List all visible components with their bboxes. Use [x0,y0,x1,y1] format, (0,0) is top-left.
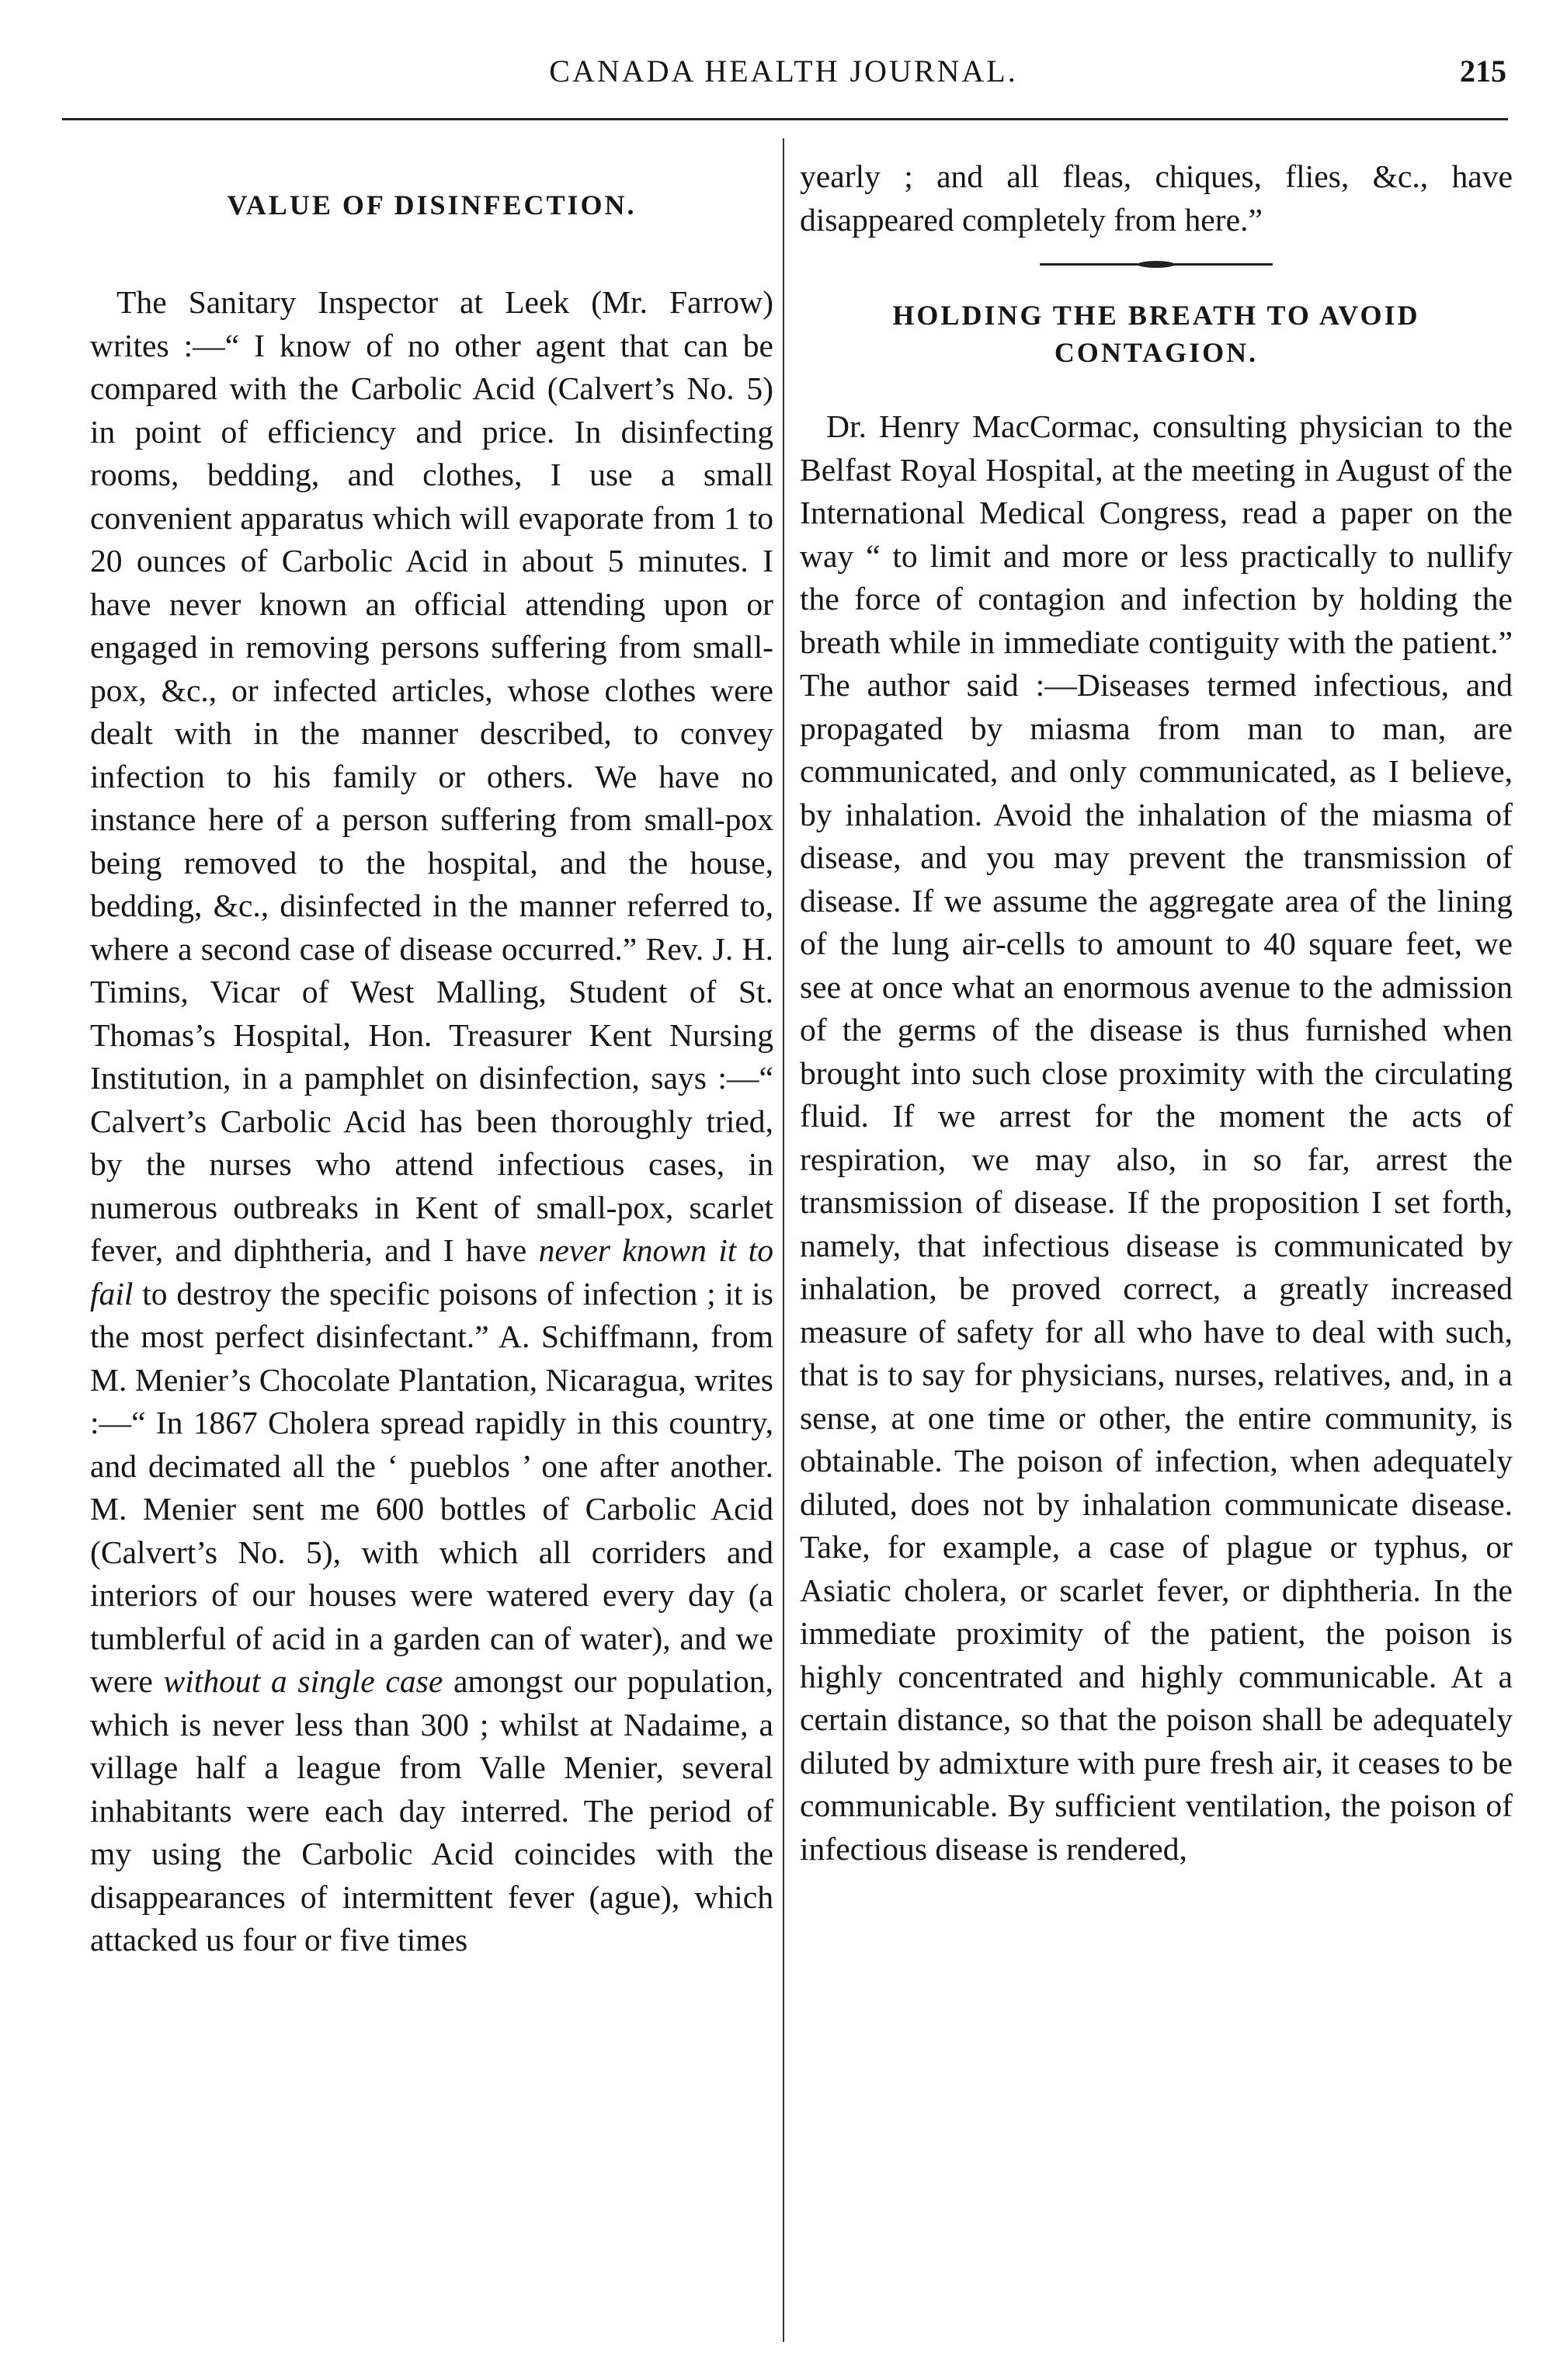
continued-text: yearly ; and all fleas, chiques, flies, &c., have disappeared completely from here.” [800,158,1513,238]
body-text: amongst our population, which is never less than 300 ; whilst at Nadaime, a village half a league from Valle Menier, several inhabitants were each day interred. The period of my using the Carbolic Acid coincides with the disappearances of intermittent fever (ague), which attacked us four or five times [90,1663,773,1958]
body-text: to destroy the specific poisons of infection ; it is the most perfect disinfectant.” A. Schiffmann, from M. Menier’s Chocolate Plantation, Nicaragua, writes :—“ In 1867 Cholera spread rapidly in this country, and decimated all the ‘ pueblos ’ one after another. M. Menier sent me 600 bottles of Carbolic Acid (Calvert’s No. 5), with which all corriders and interiors of our houses were watered every day (a tumblerful of acid in a garden can of water), and we were [90,1275,773,1699]
column-divider [783,138,784,2342]
section-separator [1040,263,1273,266]
article-title-holding-breath: HOLDING THE BREATH TO AVOID CONTAGION. [892,300,1420,368]
emphasis-text: never known it to fail [90,1232,773,1312]
right-column [800,155,1513,1871]
body-text: The Sanitary Inspector at Leek (Mr. Farrow) writes :—“ I know of no other agent that can be compared with the Carbolic Acid (Calvert’s No. 5) in point of efficiency and price. In disinfecting rooms, bedding, and clothes, I use a small convenient apparatus which will evaporate from 1 to 20 ounces of Carbolic Acid in about 5 minutes. I have never known an official attending upon or engaged in removing persons suffering from small-pox, &c., or infected articles, whose clothes were dealt with in the manner described, to convey infection to his family or others. We have no instance here of a person suffering from small-pox being removed to the hospital, and the house, bedding, &c., disinfected in the manner referred to, where a second case of disease occurred.” Rev. J. H. Timins, Vicar of West Malling, Student of St. Thomas’s Hospital, Hon. Treasurer Kent Nursing Institution, in a pamphlet on disinfection, says :—“ Calvert’s Carbolic Acid has been thoroughly tried, by the nurses who attend infectious cases, in numerous outbreaks in Kent of small-pox, scarlet fever, and diphtheria, and I have [90,284,773,1268]
emphasis-text: without a single case [163,1663,443,1699]
article-body-holding-breath: Dr. Henry MacCormac, consulting physician to the Belfast Royal Hospital, at the meeting in August of the International Medical Congress, read a paper on the way “ to limit and more or less practically to nullify the force of contagion and infection by holding the breath while in immediate contiguity with the patient.” The author said :—Diseases termed infectious, and propagated by miasma from man to man, are communicated, and only communicated, as I believe, by inhalation. Avoid the inhalation of the miasma of disease, and you may prevent the transmission of disease. If we assume the aggregate area of the lining of the lung air-cells to amount to 40 square feet, we see at once what an enormous avenue to the admission of the germs of the disease is thus furnished when brought into such close proximity with the circulating fluid. If we arrest for the moment the acts of respiration, we may also, in so far, arrest the transmission of disease. If the proposition I set forth, namely, that infectious disease is communicated by inhalation, be proved correct, a greatly increased measure of safety for all who have to deal with such, that is to say for physicians, nurses, relatives, and, in a sense, at one time or other, the entire community, is obtainable. The poison of infection, when adequately diluted, does not by inhalation communicate disease. Take, for example, a case of plague or typhus, or Asiatic cholera, or scarlet fever, or diphtheria. In the immediate proximity of the patient, the poison is highly concentrated and highly communicable. At a certain distance, so that the poison shall be adequately diluted by admixture with pure fresh air, it ceases to be communicable. By sufficient ventilation, the poison of infectious disease is rendered, [800,408,1513,1867]
header-rule [62,118,1508,120]
left-column [90,155,773,1962]
article-title-disinfection: VALUE OF DISINFECTION. [227,189,637,221]
running-head [0,53,1567,99]
page-number: 215 [1460,54,1506,89]
article-body-disinfection [90,281,773,1962]
journal-title: CANADA HEALTH JOURNAL. [549,54,1018,89]
